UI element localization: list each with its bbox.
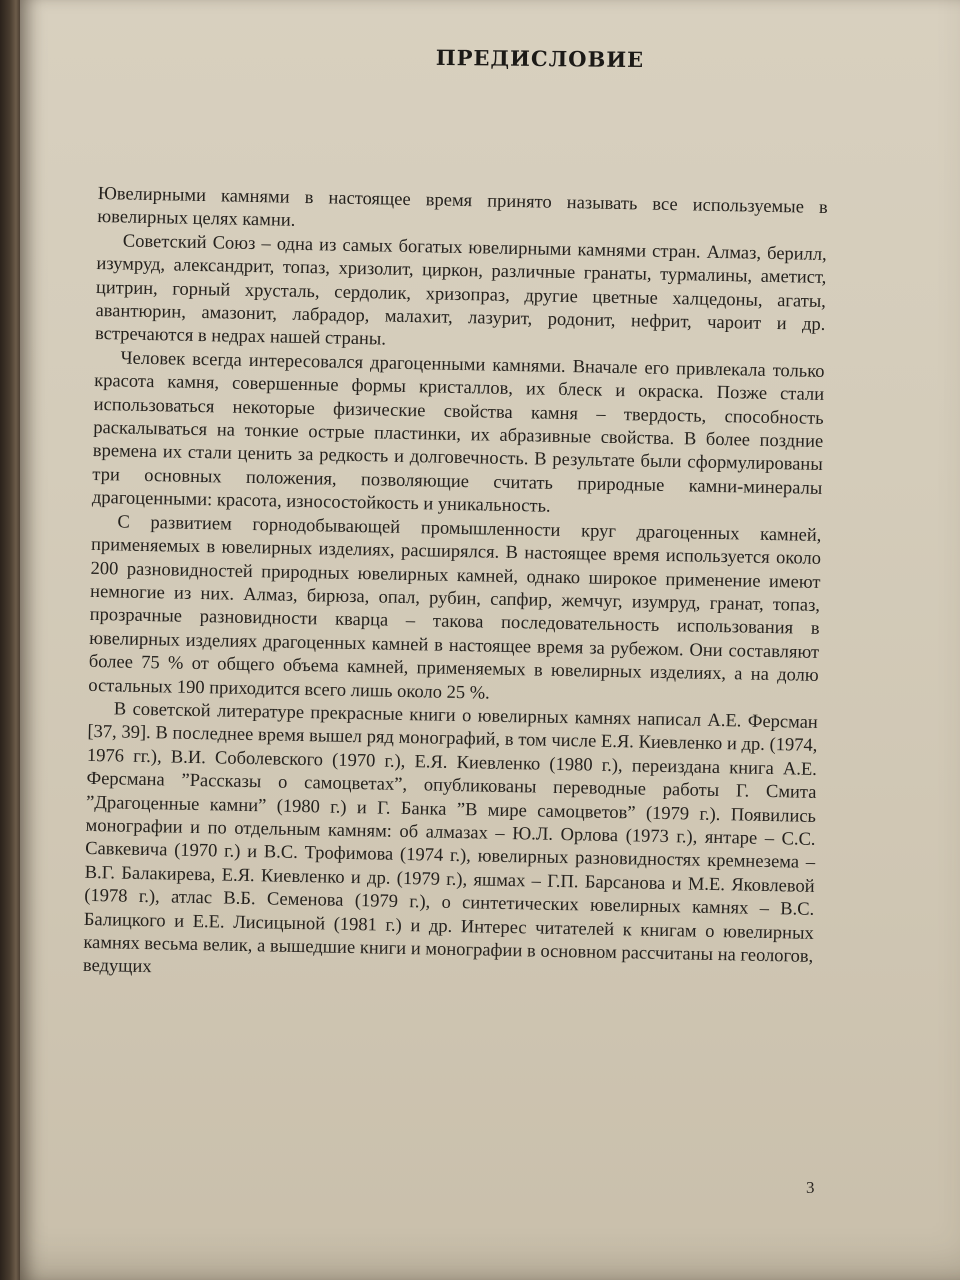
book-page <box>20 0 960 1280</box>
paragraph-1: Ювелирными камнями в настоящее время принято называть все используемые в ювелирных целях камни. <box>97 183 828 232</box>
paragraph-4: С развитием горнодобывающей промышленности круг драгоценных камней, применяемых в ювелирных изделиях, расширялся. В настоящее время используется около 200 разновидностей природных ювелирных камней, однако широкое применение имеют немногие из них. Алмаз, бирюза, опал, рубин, сапфир, жемчуг, изумруд, гранат, топаз, прозрачные разновидности кварца – такова последовательность использования в ювелирных изделиях драгоценных камней в настоящее время за рубежом. Они составляют более 75 % от общего объема камней, применяемых в ювелирных изделиях, а на долю остальных 190 приходится всего лишь около 25 %. <box>88 512 822 704</box>
page-title: ПРЕДИСЛОВИЕ <box>435 44 645 73</box>
paragraph-3: Человек всегда интересовался драгоценными камнями. Вначале его привлекала только красота камня, совершенные формы кристаллов, их блеск и окраска. Позже стали использоваться некоторые физические свойства камня – твердость, способность раскалываться на тонкие острые пластинки, их абразивные свойства. В более поздние времена их стали ценить за редкость и долговечность. В результате были сформулированы три основных положения, позволяющие считать природные камни-минералы драгоценными: красота, износостойкость и уникальность. <box>91 348 825 518</box>
body-text <box>83 183 828 993</box>
page-number: 3 <box>806 1178 815 1197</box>
paragraph-5: В советской литературе прекрасные книги о ювелирных камнях написал А.Е. Ферсман [37, 39]. В последнее время вышел ряд монографий, в том числе Е.Я. Киевленко и др. (1974, 1976 гг.), В.И. Соболевского (1970 г.), Е.Я. Киевленко (1980 г.), переиздана книга А.Е. Ферсмана ”Рассказы о самоцветах”, опубликованы переводные работы Г. Смита ”Драгоценные камни” (1980 г.) и Г. Банка ”В мире самоцветов” (1979 г.). Появились монографии и по отдельным камням: об алмазах – Ю.Л. Орлова (1973 г.), янтаре – С.С. Савкевича (1970 г.) и В.С. Трофимова (1974 г.), ювелирных разновидностях кремнезема – В.Г. Балакирева, Е.Я. Киевленко и др. (1979 г.), яшмах – Г.П. Барсанова и М.Е. Яковлевой (1978 г.), атлас В.Б. Семенова (1979 г.), о синтетических ювелирных камнях – В.С. Балицкого и Е.Е. Лисицыной (1981 г.) и др. Интерес читателей к книгам о ювелирных камнях весьма велик, а вышедшие книги и монографии в основном рассчитаны на геологов, ведущих <box>82 699 818 978</box>
paragraph-2: Советский Союз – одна из самых богатых ювелирными камнями стран. Алмаз, берилл, изумруд, александрит, топаз, хризолит, циркон, различные гранаты, турмалины, аметист, цитрин, горный хрусталь, сердолик, хризопраз, другие цветные халцедоны, агаты, авантюрин, амазонит, лабрадор, малахит, лазурит, родонит, нефрит, чароит и др. встречаются в недрах нашей страны. <box>94 231 827 350</box>
